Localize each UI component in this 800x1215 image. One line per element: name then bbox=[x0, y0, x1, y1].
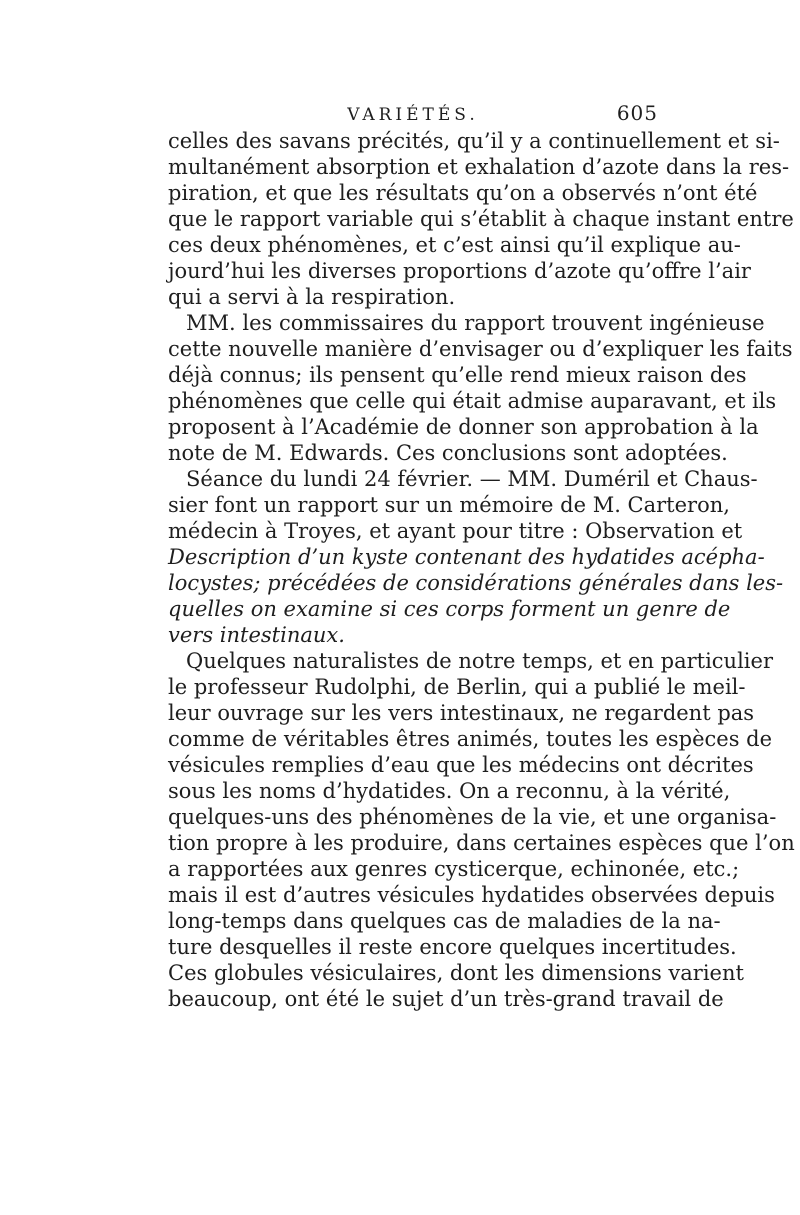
text-line: Quelques naturalistes de notre temps, et en particulier bbox=[186, 649, 773, 673]
text-line: déjà connus; ils pensent qu’elle rend mieux raison des bbox=[168, 363, 747, 387]
text-line: vers intestinaux. bbox=[168, 623, 345, 647]
text-line: Séance du lundi 24 février. — MM. Duméril et Chaus- bbox=[186, 467, 758, 491]
text-line: Description d’un kyste contenant des hydatides acépha- bbox=[168, 545, 765, 569]
text-block bbox=[168, 100, 795, 1012]
text-line: vésicules remplies d’eau que les médecins ont décrites bbox=[168, 753, 754, 777]
text-line: médecin à Troyes, et ayant pour titre : Observation et bbox=[168, 519, 743, 543]
text-line: que le rapport variable qui s’établit à chaque instant entre bbox=[168, 207, 794, 231]
text-line: proposent à l’Académie de donner son approbation à la bbox=[168, 415, 759, 439]
text-line: leur ouvrage sur les vers intestinaux, ne regardent pas bbox=[168, 701, 755, 725]
text-line: comme de véritables êtres animés, toutes les espèces de bbox=[168, 727, 773, 751]
text-line: sous les noms d’hydatides. On a reconnu, à la vérité, bbox=[168, 779, 731, 803]
text-line: cette nouvelle manière d’envisager ou d’expliquer les faits bbox=[168, 337, 793, 361]
text-line: piration, et que les résultats qu’on a observés n’ont été bbox=[168, 181, 758, 205]
running-head bbox=[168, 100, 658, 128]
text-line: beaucoup, ont été le sujet d’un très-grand travail de bbox=[168, 987, 724, 1011]
text-line: Ces globules vésiculaires, dont les dimensions varient bbox=[168, 961, 744, 985]
text-line: jourd’hui les diverses proportions d’azote qu’offre l’air bbox=[168, 259, 751, 283]
text-line: mais il est d’autres vésicules hydatides observées depuis bbox=[168, 883, 775, 907]
text-line: phénomènes que celle qui était admise auparavant, et ils bbox=[168, 389, 777, 413]
text-line: MM. les commissaires du rapport trouvent ingénieuse bbox=[186, 311, 765, 335]
text-line: ces deux phénomènes, et c’est ainsi qu’il explique au- bbox=[168, 233, 741, 257]
text-line: note de M. Edwards. Ces conclusions sont adoptées. bbox=[168, 441, 728, 465]
text-line: ture desquelles il reste encore quelques incertitudes. bbox=[168, 935, 737, 959]
text-line: a rapportées aux genres cysticerque, echinonée, etc.; bbox=[168, 857, 740, 881]
text-line: multanément absorption et exhalation d’azote dans la res- bbox=[168, 155, 790, 179]
text-line: celles des savans précités, qu’il y a continuellement et si- bbox=[168, 129, 780, 153]
text-line: tion propre à les produire, dans certaines espèces que l’on bbox=[168, 831, 795, 855]
text-line: quelques-uns des phénomènes de la vie, et une organisa- bbox=[168, 805, 777, 829]
text-line: qui a servi à la respiration. bbox=[168, 285, 456, 309]
text-line: le professeur Rudolphi, de Berlin, qui a publié le meil- bbox=[168, 675, 746, 699]
text-line: quelles on examine si ces corps forment un genre de bbox=[168, 597, 731, 621]
running-title: VARIÉTÉS. bbox=[347, 105, 479, 125]
text-line: long-temps dans quelques cas de maladies de la na- bbox=[168, 909, 721, 933]
page-number: 605 bbox=[616, 101, 658, 125]
text-line: locystes; précédées de considérations générales dans les- bbox=[168, 571, 784, 595]
text-line: sier font un rapport sur un mémoire de M. Carteron, bbox=[168, 493, 730, 517]
